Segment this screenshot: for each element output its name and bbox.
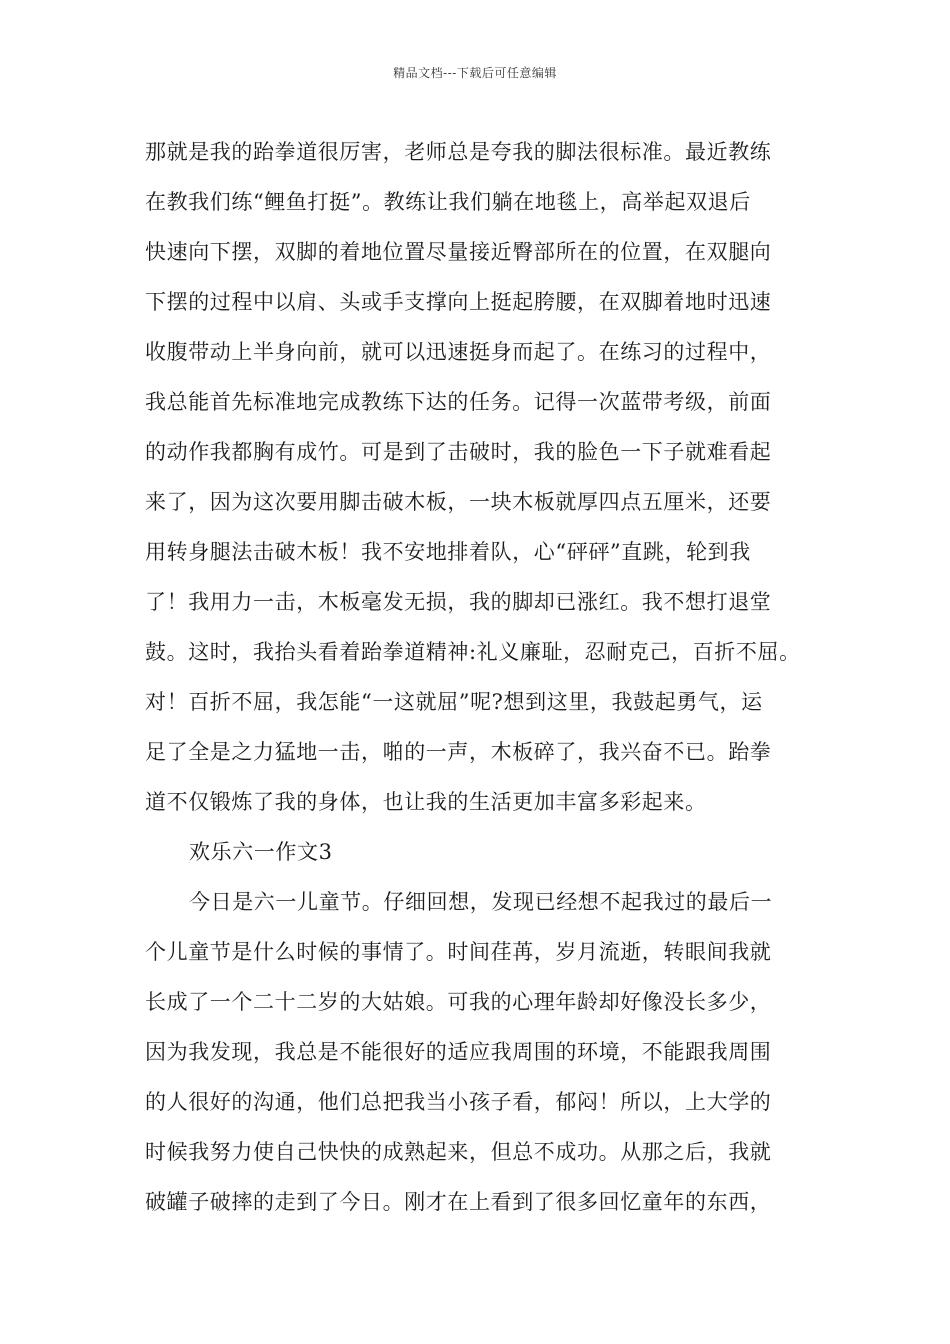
text-line: 收腹带动上半身向前，就可以迅速挺身而起了。在练习的过程中， <box>145 340 772 364</box>
text-line: 破罐子破摔的走到了今日。刚才在上看到了很多回忆童年的东西， <box>145 1190 772 1214</box>
text-line: 时候我努力使自己快快的成熟起来，但总不成功。从那之后，我就 <box>145 1140 772 1164</box>
text-line: 因为我发现，我总是不能很好的适应我周围的环境，不能跟我周围 <box>145 1040 772 1064</box>
text-line: 我总能首先标准地完成教练下达的任务。记得一次蓝带考级，前面 <box>145 390 772 414</box>
text-line: 来了，因为这次要用脚击破木板，一块木板就厚四点五厘米，还要 <box>145 490 772 514</box>
text-line: 长成了一个二十二岁的大姑娘。可我的心理年龄却好像没长多少， <box>145 990 772 1014</box>
section-heading: 欢乐六一作文3 <box>189 840 333 864</box>
page-header: 精品文档---下载后可任意编辑 <box>393 66 557 80</box>
text-line: 用转身腿法击破木板！我不安地排着队，心“砰砰”直跳，轮到我 <box>145 540 751 564</box>
text-line: 的动作我都胸有成竹。可是到了击破时，我的脸色一下子就难看起 <box>145 440 772 464</box>
text-line: 了！我用力一击，木板毫发无损，我的脚却已涨红。我不想打退堂 <box>145 590 772 614</box>
text-line: 足了全是之力猛地一击，啪的一声，木板碎了，我兴奋不已。跆拳 <box>145 740 772 764</box>
text-line: 快速向下摆，双脚的着地位置尽量接近臀部所在的位置，在双腿向 <box>145 240 772 264</box>
text-line: 个儿童节是什么时候的事情了。时间荏苒，岁月流逝，转眼间我就 <box>145 940 772 964</box>
text-line: 在教我们练“鲤鱼打挺”。教练让我们躺在地毯上，高举起双退后 <box>145 190 751 214</box>
text-line: 今日是六一儿童节。仔细回想，发现已经想不起我过的最后一 <box>189 890 773 914</box>
text-line: 的人很好的沟通，他们总把我当小孩子看，郁闷！所以，上大学的 <box>145 1090 772 1114</box>
text-line: 鼓。这时，我抬头看着跆拳道精神:礼义廉耻，忍耐克己，百折不屈。 <box>145 640 801 664</box>
text-line: 道不仅锻炼了我的身体，也让我的生活更加丰富多彩起来。 <box>145 790 707 814</box>
document-body <box>145 130 825 1230</box>
text-line: 对！百折不屈，我怎能“一这就屈”呢?想到这里，我鼓起勇气，运 <box>145 690 763 714</box>
text-line: 下摆的过程中以肩、头或手支撑向上挺起胯腰，在双脚着地时迅速 <box>145 290 772 314</box>
text-line: 那就是我的跆拳道很厉害，老师总是夸我的脚法很标准。最近教练 <box>145 140 772 164</box>
